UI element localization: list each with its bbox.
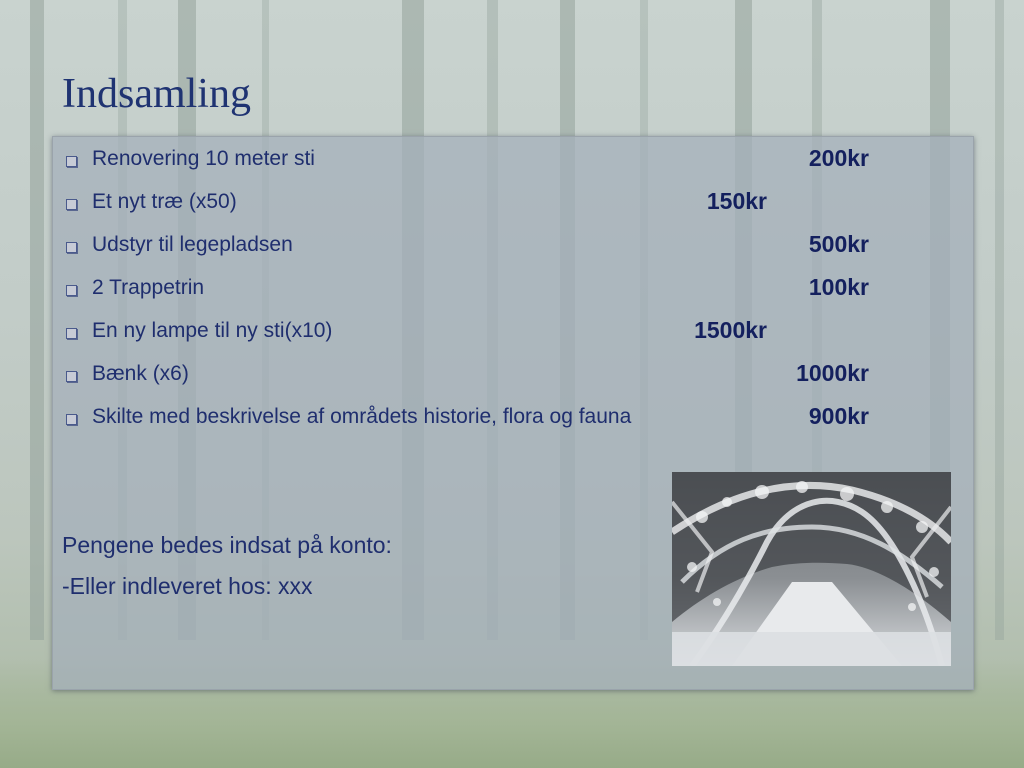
item-price: 500kr xyxy=(808,231,869,257)
payment-info-line: Pengene bedes indsat på konto: xyxy=(62,532,392,558)
square-bullet-icon xyxy=(66,328,77,339)
slide-title: Indsamling xyxy=(62,71,251,117)
item-price: 100kr xyxy=(808,274,869,300)
item-label: Udstyr til legepladsen xyxy=(92,233,293,256)
item-label: Skilte med beskrivelse af områdets historie, flora og fauna xyxy=(92,405,632,428)
item-label: 2 Trappetrin xyxy=(92,276,205,299)
item-price: 1000kr xyxy=(796,360,869,386)
item-label: Bænk (x6) xyxy=(92,362,189,385)
snowy-forest-path-photo xyxy=(672,472,951,666)
square-bullet-icon xyxy=(66,199,77,210)
square-bullet-icon xyxy=(66,371,77,382)
square-bullet-icon xyxy=(66,414,77,425)
square-bullet-icon xyxy=(66,156,77,167)
item-price: 900kr xyxy=(808,403,869,429)
square-bullet-icon xyxy=(66,242,77,253)
item-label: En ny lampe til ny sti(x10) xyxy=(92,319,333,342)
delivery-info-line: -Eller indleveret hos: xxx xyxy=(62,573,313,599)
item-label: Renovering 10 meter sti xyxy=(92,147,315,170)
square-bullet-icon xyxy=(66,285,77,296)
item-price: 1500kr xyxy=(694,317,767,343)
item-price: 200kr xyxy=(808,145,869,171)
item-label: Et nyt træ (x50) xyxy=(92,190,237,213)
item-price: 150kr xyxy=(706,188,767,214)
